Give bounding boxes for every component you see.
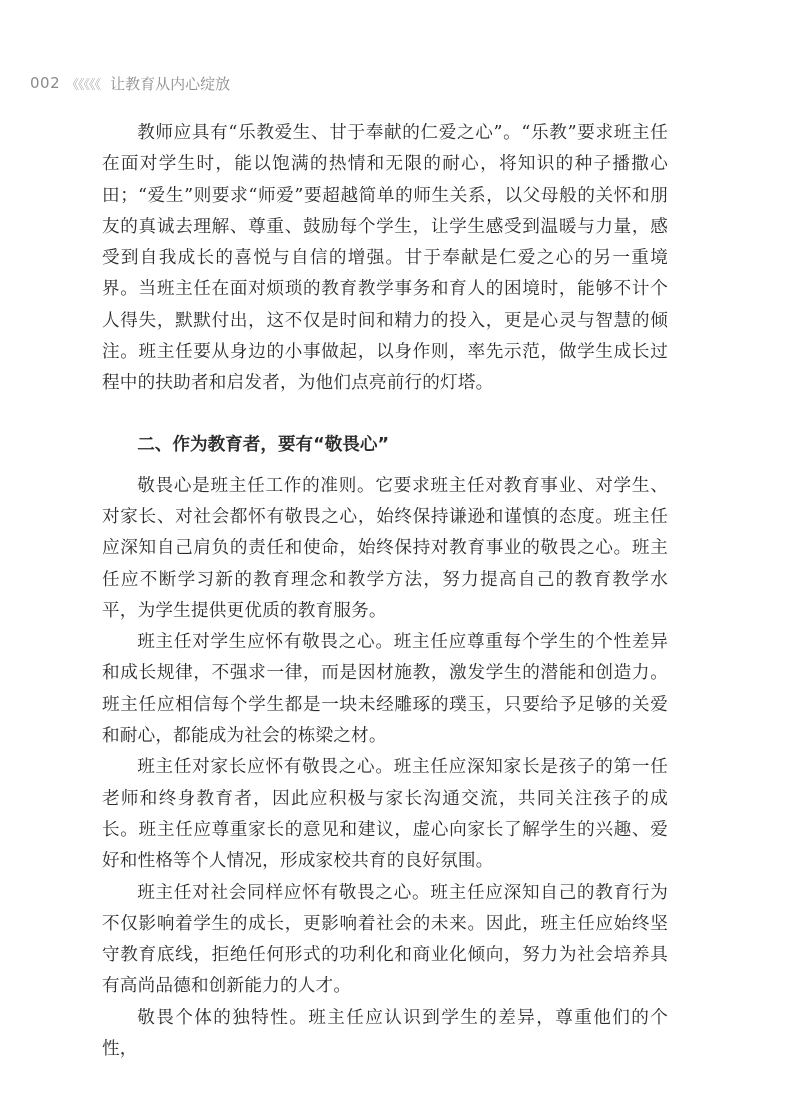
paragraph-reverence-parents: 班主任对家长应怀有敬畏之心。班主任应深知家长是孩子的第一任老师和终身教育者，因此应积极与家长沟通交流，共同关注孩子的成长。班主任应尊重家长的意见和建议，虚心向家长了解学生的兴趣、爱好和性格等个人情况，形成家校共育的良好氛围。 [102, 757, 668, 872]
paragraph-individuality: 敬畏个体的独特性。班主任应认识到学生的差异，尊重他们的个性， [102, 1007, 668, 1060]
book-title: 让教育从内心绽放 [110, 74, 231, 93]
page-number: 002 [30, 74, 61, 92]
running-header [30, 72, 230, 94]
paragraph-reverence-society: 班主任对社会同样应怀有敬畏之心。班主任应深知自己的教育行为不仅影响着学生的成长，更影响着社会的未来。因此，班主任应始终坚守教育底线，拒绝任何形式的功利化和商业化倾向，努力为社会培养具有高尚品德和创新能力的人才。 [102, 882, 668, 997]
paragraph-reverence-students: 班主任对学生应怀有敬畏之心。班主任应尊重每个学生的个性差异和成长规律，不强求一律，而是因材施教，激发学生的潜能和创造力。班主任应相信每个学生都是一块未经雕琢的璞玉，只要给予足够的关爱和耐心，都能成为社会的栋梁之材。 [102, 632, 668, 747]
page-body [102, 118, 668, 1065]
paragraph-reverence-principle: 敬畏心是班主任工作的准则。它要求班主任对教育事业、对学生、对家长、对社会都怀有敬畏之心，始终保持谦逊和谨慎的态度。班主任应深知自己肩负的责任和使命，始终保持对教育事业的敬畏之心。班主任应不断学习新的教育理念和教学方法，努力提高自己的教育教学水平，为学生提供更优质的教育服务。 [102, 475, 668, 621]
section-heading: 二、作为教育者，要有“敬畏心” [137, 434, 390, 455]
paragraph-benevolence: 教师应具有“乐教爱生、甘于奉献的仁爱之心”。“乐教”要求班主任在面对学生时，能以饱满的热情和无限的耐心，将知识的种子播撒心田；“爱生”则要求“师爱”要超越简单的师生关系，以父母般的关怀和朋友的真诚去理解、尊重、鼓励每个学生，让学生感受到温暖与力量，感受到自我成长的喜悦与自信的增强。甘于奉献是仁爱之心的另一重境界。当班主任在面对烦琐的教育教学事务和育人的困境时，能够不计个人得失，默默付出，这不仅是时间和精力的投入，更是心灵与智慧的倾注。班主任要从身边的小事做起，以身作则，率先示范，做学生成长过程中的扶助者和启发者，为他们点亮前行的灯塔。 [102, 123, 668, 394]
chevrons-decoration-icon: 《《《《《 [66, 77, 101, 93]
